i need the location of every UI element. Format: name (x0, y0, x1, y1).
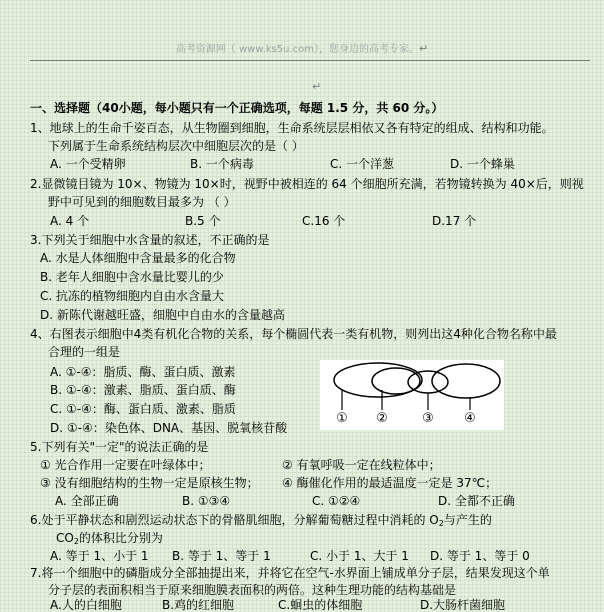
co2-subscript: 2 (73, 537, 79, 546)
question-4-line-1: 4、右图表示细胞中4类有机化合物的关系，每个椭圆代表一类有机物，则列出这4种化合物名称中最 (30, 327, 557, 341)
header-divider (30, 60, 590, 61)
question-5-option-a: A. 全部正确 (55, 494, 119, 508)
return-mark: ↵ (419, 42, 429, 55)
question-6-text-part-2: 与产生的 (443, 513, 492, 527)
question-6-line-2 (56, 531, 163, 549)
question-3-option-c: C. 抗冻的植物细胞内自由水含量大 (40, 289, 225, 303)
question-6-line-1 (30, 513, 492, 531)
question-1-option-c: C. 一个洋葱 (330, 157, 395, 171)
question-4-option-b: B. ①-④：激素、脂质、蛋白质、酶 (50, 383, 236, 397)
question-6-text-part-4: 的体积比分别为 (78, 531, 163, 545)
header-text: 高考资源网（ www.ks5u.com），您身边的高考专家。 (175, 44, 419, 55)
question-2-line-2: 野中可见到的细胞数目最多为 （ ） (48, 195, 236, 209)
question-5-statement-1: ① 光合作用一定要在叶绿体中； (40, 458, 211, 472)
question-7-line-2: 分子层的表面积相当于原来细胞膜表面积的两倍。这种生理功能的结构基础是 (48, 583, 457, 597)
question-1-line-1: 1、地球上的生命千姿百态，从生物圈到细胞，生命系统层层相依又各有特定的组成、结构和功能。 (30, 121, 554, 135)
question-6-option-c: C. 小于 1、大于 1 (310, 549, 409, 563)
question-3-option-a: A. 水是人体细胞中含量最多的化合物 (40, 251, 236, 265)
question-6-option-d: D. 等于 1、等于 0 (430, 549, 530, 563)
question-3-option-b: B. 老年人细胞中含水量比婴儿的少 (40, 270, 224, 284)
question-4-line-2: 合理的一组是 (48, 345, 121, 359)
figure-label-2: ② (376, 411, 388, 426)
question-3-line-1: 3.下列关于细胞中水含量的叙述，不正确的是 (30, 233, 270, 247)
question-7-option-c: C.蛔虫的体细胞 (278, 598, 363, 612)
question-1-line-2: 下列属于生命系统结构层次中细胞层次的是（ ） (48, 139, 304, 153)
question-1-option-a: A. 一个受精卵 (50, 157, 126, 171)
figure-label-3: ③ (422, 411, 434, 426)
question-1-option-d: D. 一个蜂巢 (450, 157, 515, 171)
question-5-option-d: D. 全都不正确 (438, 494, 515, 508)
o2-subscript: 2 (438, 519, 444, 528)
section-title: 一、选择题（40小题，每小题只有一个正确选项，每题 1.5 分，共 60 分。） (30, 101, 444, 115)
question-2-option-a: A. 4 个 (50, 214, 90, 228)
question-2-option-c: C.16 个 (302, 214, 346, 228)
question-3-option-d: D. 新陈代谢越旺盛，细胞中自由水的含量越高 (40, 308, 285, 322)
figure-label-4: ④ (464, 411, 476, 426)
question-7-option-a: A.人的白细胞 (50, 598, 122, 612)
question-4-option-a: A. ①-④：脂质、酶、蛋白质、激素 (50, 365, 236, 379)
question-5-line-1: 5.下列有关"一定"的说法正确的是 (30, 440, 209, 454)
page-header (0, 40, 604, 55)
question-5-statement-4: ④ 酶催化作用的最适温度一定是 37℃； (282, 476, 498, 490)
figure-label-1: ① (336, 411, 348, 426)
question-7-option-d: D.大肠杆菌细胞 (420, 598, 506, 612)
question-5-statement-3: ③ 没有细胞结构的生物一定是原核生物； (40, 476, 259, 490)
question-6-option-b: B. 等于 1、等于 1 (172, 549, 271, 563)
question-7-option-b: B.鸡的红细胞 (162, 598, 235, 612)
question-2-option-b: B.5 个 (185, 214, 221, 228)
question-5-statement-2: ② 有氧呼吸一定在线粒体中； (282, 458, 441, 472)
question-6-text-part-1: 6.处于平静状态和剧烈运动状态下的骨骼肌细胞，分解葡萄糖过程中消耗的 O (30, 513, 439, 527)
question-6-text-part-3: CO (56, 531, 74, 545)
question-5-option-c: C. ①②④ (312, 494, 361, 508)
question-2-option-d: D.17 个 (432, 214, 477, 228)
question-4-option-d: D. ①-④：染色体、DNA、基因、脱氧核苷酸 (50, 421, 288, 435)
question-5-option-b: B. ①③④ (182, 494, 231, 508)
question-1-option-b: B. 一个病毒 (190, 157, 254, 171)
question-6-option-a: A. 等于 1、小于 1 (50, 549, 149, 563)
question-7-line-1: 7.将一个细胞中的磷脂成分全部抽提出来，并将它在空气-水界面上铺成单分子层，结果发现这个单 (30, 566, 550, 580)
question-4-option-c: C. ①-④：酶、蛋白质、激素、脂质 (50, 402, 236, 416)
return-mark: ↵ (312, 80, 322, 93)
question-2-line-1: 2.显微镜目镜为 10×、物镜为 10×时，视野中被相连的 64 个细胞所充满，若物镜转换为 40×后，则视 (30, 177, 584, 191)
organic-compound-venn-diagram (320, 360, 504, 430)
